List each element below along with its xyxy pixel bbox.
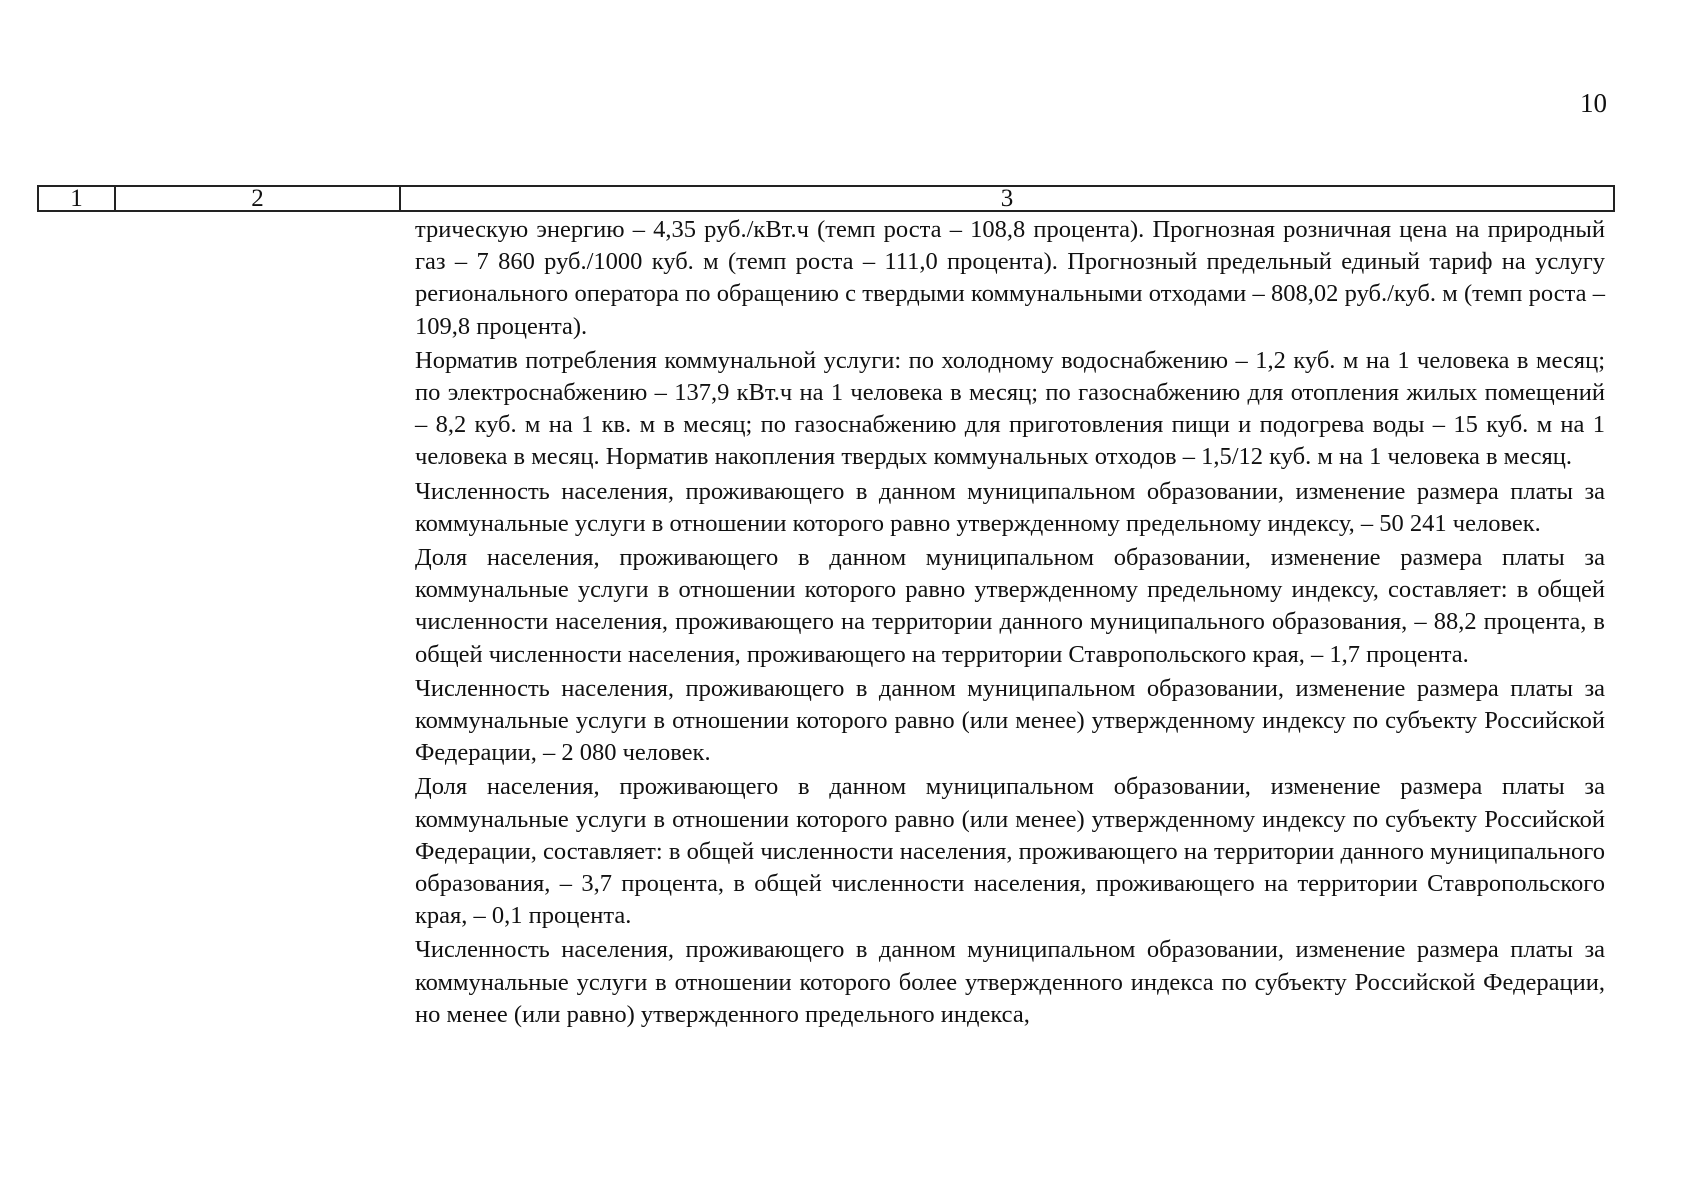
paragraph-share-equal-limit: Доля населения, проживающего в данном муниципальном образовании, изменение размера платы за коммунальные услуги в отношении которого равно утвержденному предельному индексу, составляет: в общей численности населения, проживающего на территории данного муниципального образования, – 88,2 процента, в общей численности населения, проживающего на территории Ставропольского края, – 1,7 процента.: [415, 544, 1605, 668]
column-header-1: 1: [39, 187, 116, 210]
paragraph-consumption-norms: Норматив потребления коммунальной услуги: по холодному водоснабжению – 1,2 куб. м на 1 человека в месяц; по электроснабжению – 137,9 кВт.ч на 1 человека в месяц; по газоснабжению для отопления жилых помещений – 8,2 куб. м на 1 кв. м в месяц; по газоснабжению для приготовления пищи и подогрева воды – 15 куб. м на 1 человека в месяц. Норматив накопления твердых коммунальных отходов – 1,5/12 куб. м на 1 человека в месяц.: [415, 346, 1605, 471]
paragraph-population-equal-limit: Численность населения, проживающего в данном муниципальном образовании, изменение размера платы за коммунальные услуги в отношении которого равно утвержденному предельному индексу, – 50 241 человек.: [415, 477, 1605, 537]
column-header-3: 3: [1000, 185, 1014, 212]
paragraph-tariffs: трическую энергию – 4,35 руб./кВт.ч (темп роста – 108,8 процента). Прогнозная розничная цена на природный газ – 7 860 руб./1000 куб. м (темп роста – 111,0 процента). Прогнозный предельный единый тариф на услугу регионального оператора по обращению с твердыми коммунальными отходами – 808,02 руб./куб. м (темп роста – 109,8 процента).: [415, 216, 1605, 340]
paragraph-population-below-index: Численность населения, проживающего в данном муниципальном образовании, изменение размера платы за коммунальные услуги в отношении которого равно (или менее) утвержденному индексу по субъекту Российской Федерации, – 2 080 человек.: [415, 674, 1605, 767]
page-number: 10: [1580, 88, 1607, 118]
paragraph-share-below-index: Доля населения, проживающего в данном муниципальном образовании, изменение размера платы за коммунальные услуги в отношении которого равно (или менее) утвержденному индексу по субъекту Российской Федерации, составляет: в общей численности населения, проживающего на территории данного муниципального образования, – 3,7 процента, в общей численности населения, проживающего на территории Ставропольского края, – 0,1 процента.: [415, 773, 1605, 930]
column-header-table: [37, 185, 1615, 212]
column-header-2: 2: [116, 187, 401, 210]
paragraph-population-between-indexes: Численность населения, проживающего в данном муниципальном образовании, изменение размера платы за коммунальные услуги в отношении которого более утвержденного индекса по субъекту Российской Федерации, но менее (или равно) утвержденного предельного индекса,: [415, 936, 1605, 1028]
document-body: [415, 214, 1605, 1033]
